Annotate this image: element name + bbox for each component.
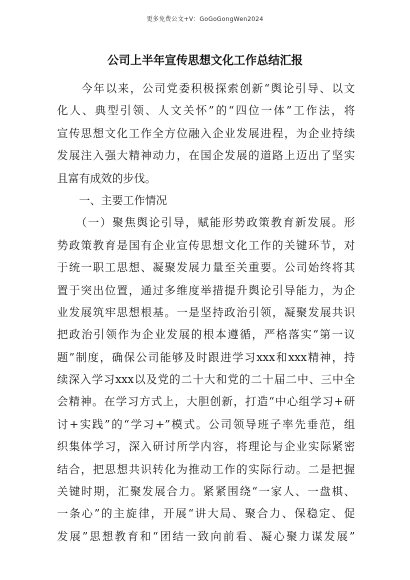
body-line: （一）聚焦舆论引导，赋能形势政策教育新发展。形 bbox=[57, 216, 355, 230]
body-line: 续深入学习xxx以及党的二十大和党的二十届二中、三中全 bbox=[57, 373, 355, 387]
body-line: 业发展筑牢思想根基。一是坚持政治引领，凝聚发展共识 bbox=[57, 305, 355, 319]
body-line: 会精神。在学习方式上，大胆创新，打造“中心组学习+研 bbox=[57, 395, 355, 409]
body-line: 发展”思想教育和“团结一致向前看、凝心聚力谋发展” bbox=[57, 529, 355, 543]
body-line: 置于突出位置，通过多维度举措提升舆论引导能力，为企 bbox=[57, 283, 355, 297]
body-line: 今年以来，公司党委积极探索创新“舆论引导、以文 bbox=[57, 82, 355, 95]
body-line: 势政策教育是国有企业宣传思想文化工作的关键环节，对 bbox=[57, 238, 355, 252]
body-line: 织集体学习，深入研讨所学内容，将理论与企业实际紧密 bbox=[57, 440, 355, 454]
body-line: 关键时期，汇聚发展合力。紧紧围绕“一家人、一盘棋、 bbox=[57, 485, 355, 499]
body-line: 宣传思想文化工作全方位融入企业发展进程，为企业持续 bbox=[57, 126, 355, 140]
body-line: 讨+实践”的“学习+”模式。公司领导班子率先垂范，组 bbox=[57, 417, 355, 431]
section-heading: 一、主要工作情况 bbox=[57, 193, 167, 207]
body-line: 一条心”的主旋律，开展“讲大局、聚合力、保稳定、促 bbox=[57, 507, 355, 521]
document-title: 公司上半年宣传思想文化工作总结汇报 bbox=[107, 53, 303, 67]
header-note: 更多免费公文+V：GoGoGongWen2024 bbox=[146, 16, 264, 23]
body-line: 发展注入强大精神动力，在国企发展的道路上迈出了坚实 bbox=[57, 149, 355, 163]
body-line: 题”制度，确保公司能够及时跟进学习xxx和xxx精神，持 bbox=[57, 350, 355, 364]
document-body bbox=[57, 78, 355, 548]
body-line: 于统一职工思想、凝聚发展力量至关重要。公司始终将其 bbox=[57, 261, 355, 275]
body-line: 结合，把思想共识转化为推动工作的实际行动。二是把握 bbox=[57, 462, 355, 476]
body-line: 把政治引领作为企业发展的根本遵循，严格落实“第一议 bbox=[57, 328, 355, 342]
body-line: 且富有成效的步伐。 bbox=[57, 171, 156, 185]
body-line: 化人、典型引领、人文关怀”的“四位一体”工作法，将 bbox=[57, 104, 355, 118]
